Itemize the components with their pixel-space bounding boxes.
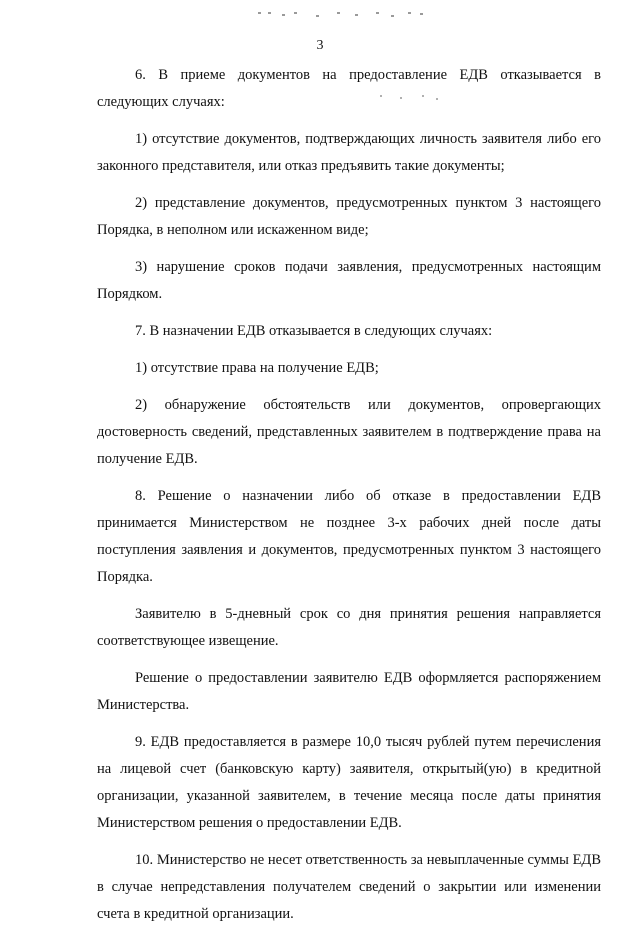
paragraph-6: 6. В приеме документов на предоставление ЕДВ отказывается в следующих случаях: bbox=[97, 67, 601, 110]
paragraph-6-item-3: 3) нарушение сроков подачи заявления, предусмотренных настоящим Порядком. bbox=[97, 259, 601, 302]
paragraph-7-item-2: 2) обнаружение обстоятельств или документов, опровергающих достоверность сведений, представленных заявителем в подтверждение права на получение ЕДВ. bbox=[97, 397, 601, 467]
paragraph-7-item-1: 1) отсутствие права на получение ЕДВ; bbox=[135, 360, 379, 376]
paragraph-8-order: Решение о предоставлении заявителю ЕДВ оформляется распоряжением Министерства. bbox=[97, 670, 601, 713]
scan-artifact bbox=[258, 12, 428, 20]
paragraph-7: 7. В назначении ЕДВ отказывается в следующих случаях: bbox=[135, 323, 493, 339]
page-number: 3 bbox=[316, 38, 324, 53]
paragraph-6-item-1: 1) отсутствие документов, подтверждающих личность заявителя либо его законного представителя, или отказ предъявить такие документы; bbox=[97, 131, 601, 174]
paragraph-8-notice: Заявителю в 5-дневный срок со дня принятия решения направляется соответствующее извещение. bbox=[97, 606, 601, 649]
paragraph-8: 8. Решение о назначении либо об отказе в предоставлении ЕДВ принимается Министерством не позднее 3-х рабочих дней после даты поступления заявления и документов, предусмотренных пунктом 3 настоящего Порядка. bbox=[97, 488, 601, 585]
document-body bbox=[97, 62, 601, 938]
paragraph-10: 10. Министерство не несет ответственность за невыплаченные суммы ЕДВ в случае непредставления получателем сведений о закрытии или изменении счета в кредитной организации. bbox=[97, 852, 601, 922]
paragraph-9: 9. ЕДВ предоставляется в размере 10,0 тысяч рублей путем перечисления на лицевой счет (банковскую карту) заявителя, открытый(ую) в кредитной организации, указанной заявителем, в течение месяца после даты принятия Министерством решения о предоставлении ЕДВ. bbox=[97, 734, 601, 831]
paragraph-6-item-2: 2) представление документов, предусмотренных пунктом 3 настоящего Порядка, в неполном или искаженном виде; bbox=[97, 195, 601, 238]
